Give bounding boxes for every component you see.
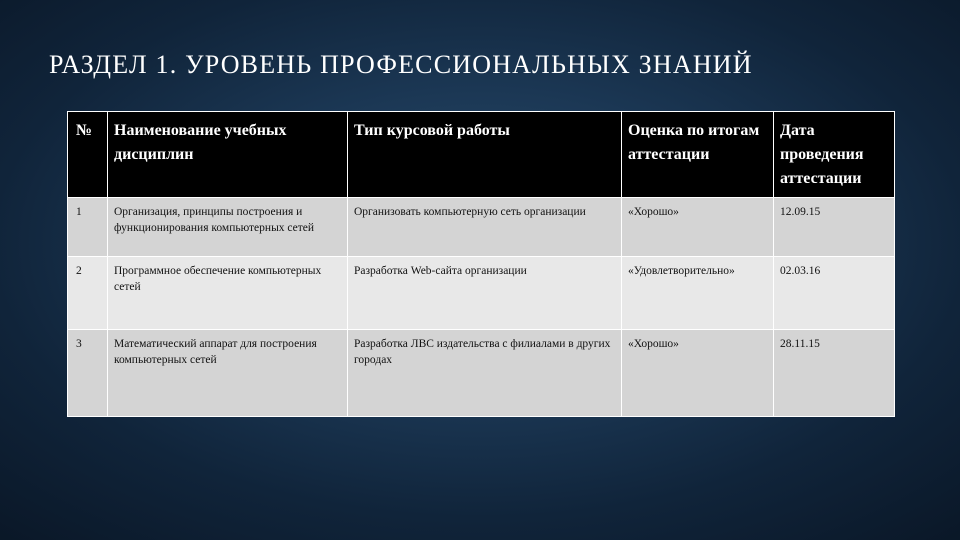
row-discipline: Программное обеспечение компьютерных сетей	[108, 257, 348, 330]
row-grade: «Хорошо»	[622, 330, 774, 417]
row-grade: «Хорошо»	[622, 198, 774, 257]
slide-title: РАЗДЕЛ 1. УРОВЕНЬ ПРОФЕССИОНАЛЬНЫХ ЗНАНИЙ	[49, 50, 753, 79]
column-header-number: №	[68, 112, 108, 198]
table-header-row	[68, 112, 895, 198]
row-course-work: Организовать компьютерную сеть организации	[348, 198, 622, 257]
row-date: 02.03.16	[774, 257, 895, 330]
table-row	[68, 257, 895, 330]
row-number: 3	[68, 330, 108, 417]
row-number: 1	[68, 198, 108, 257]
row-discipline: Организация, принципы построения и функционирования компьютерных сетей	[108, 198, 348, 257]
row-number: 2	[68, 257, 108, 330]
professional-knowledge-table	[67, 111, 895, 417]
row-course-work: Разработка Web-сайта организации	[348, 257, 622, 330]
row-date: 28.11.15	[774, 330, 895, 417]
column-header-discipline: Наименование учебных дисциплин	[108, 112, 348, 198]
row-course-work: Разработка ЛВС издательства с филиалами в других городах	[348, 330, 622, 417]
column-header-date: Дата проведения аттестации	[774, 112, 895, 198]
table-row	[68, 198, 895, 257]
row-discipline: Математический аппарат для построения компьютерных сетей	[108, 330, 348, 417]
table-row	[68, 330, 895, 417]
column-header-course-work: Тип курсовой работы	[348, 112, 622, 198]
column-header-grade: Оценка по итогам аттестации	[622, 112, 774, 198]
row-grade: «Удовлетворительно»	[622, 257, 774, 330]
row-date: 12.09.15	[774, 198, 895, 257]
